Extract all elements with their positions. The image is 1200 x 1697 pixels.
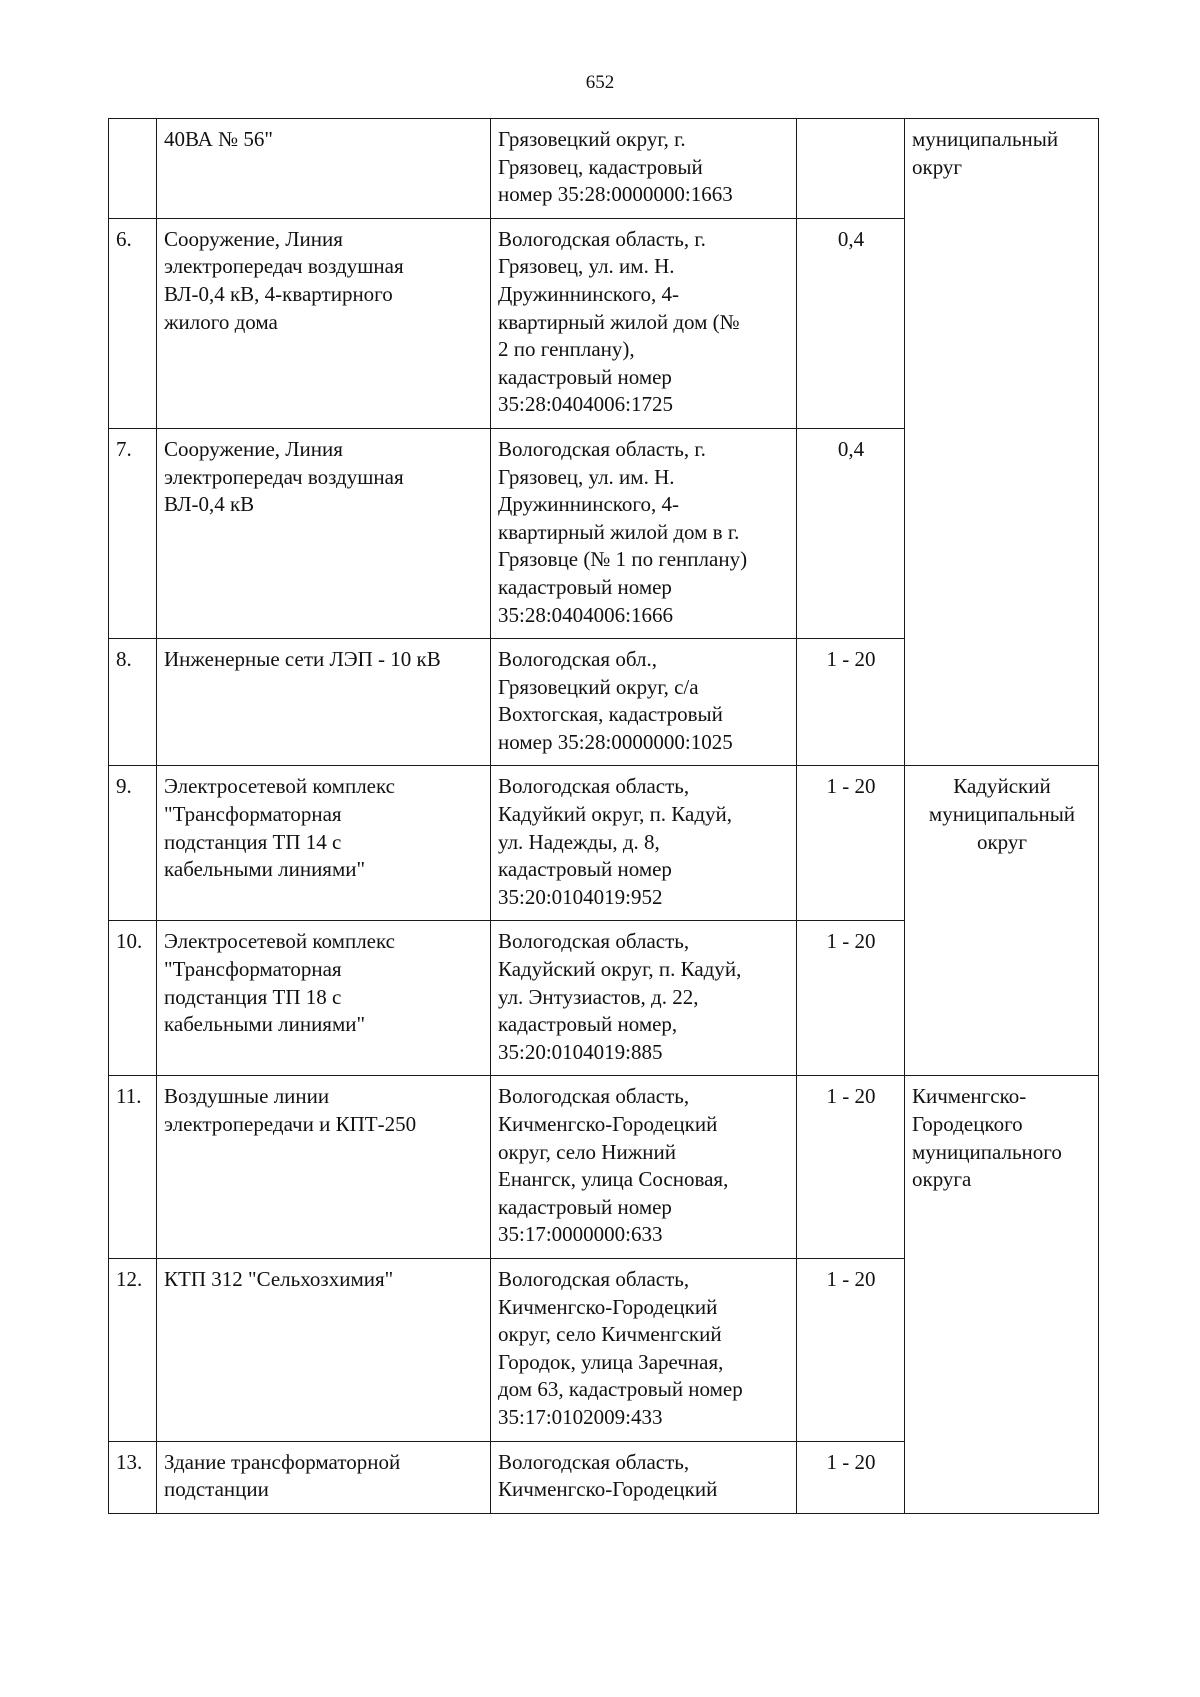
row-number-cell: 8. bbox=[109, 639, 157, 766]
owner-cell: Кадуйский муниципальный округ bbox=[905, 766, 1099, 1076]
address-cell: Вологодская область, Кадуйкий округ, п. Кадуй, ул. Надежды, д. 8, кадастровый номер 35:20:0104019:952 bbox=[491, 766, 797, 921]
voltage-cell: 1 - 20 bbox=[797, 766, 905, 921]
voltage-cell: 1 - 20 bbox=[797, 921, 905, 1076]
object-name-cell: 40ВА № 56" bbox=[157, 119, 491, 219]
voltage-cell: 0,4 bbox=[797, 218, 905, 428]
voltage-cell: 1 - 20 bbox=[797, 1258, 905, 1441]
row-number-cell: 7. bbox=[109, 428, 157, 638]
voltage-cell: 1 - 20 bbox=[797, 639, 905, 766]
object-name-cell: КТП 312 "Сельхозхимия" bbox=[157, 1258, 491, 1441]
owner-cell: муниципальный округ bbox=[905, 119, 1099, 766]
address-cell: Вологодская область, Кичменгско-Городецкий округ, село Нижний Енангск, улица Сосновая, кадастровый номер 35:17:0000000:633 bbox=[491, 1076, 797, 1259]
table-row bbox=[109, 119, 1099, 219]
row-number-cell: 11. bbox=[109, 1076, 157, 1259]
row-number-cell: 6. bbox=[109, 218, 157, 428]
address-cell: Вологодская область, г. Грязовец, ул. им. Н. Дружиннинского, 4- квартирный жилой дом в г. Грязовце (№ 1 по генплану) кадастровый номер 35:28:0404006:1666 bbox=[491, 428, 797, 638]
address-cell: Грязовецкий округ, г. Грязовец, кадастровый номер 35:28:0000000:1663 bbox=[491, 119, 797, 219]
address-cell: Вологодская область, Кадуйский округ, п. Кадуй, ул. Энтузиастов, д. 22, кадастровый номер, 35:20:0104019:885 bbox=[491, 921, 797, 1076]
object-name-cell: Сооружение, Линия электропередач воздушная ВЛ-0,4 кВ, 4-квартирного жилого дома bbox=[157, 218, 491, 428]
voltage-cell bbox=[797, 119, 905, 219]
row-number-cell: 13. bbox=[109, 1441, 157, 1513]
row-number-cell: 9. bbox=[109, 766, 157, 921]
row-number-cell bbox=[109, 119, 157, 219]
object-name-cell: Электросетевой комплекс "Трансформаторная подстанция ТП 14 с кабельными линиями" bbox=[157, 766, 491, 921]
row-number-cell: 10. bbox=[109, 921, 157, 1076]
object-name-cell: Здание трансформаторной подстанции bbox=[157, 1441, 491, 1513]
property-register-table bbox=[108, 118, 1099, 1514]
page-number: 652 bbox=[585, 72, 615, 93]
object-name-cell: Инженерные сети ЛЭП - 10 кВ bbox=[157, 639, 491, 766]
voltage-cell: 0,4 bbox=[797, 428, 905, 638]
address-cell: Вологодская обл., Грязовецкий округ, с/а Вохтогская, кадастровый номер 35:28:0000000:1025 bbox=[491, 639, 797, 766]
owner-cell: Кичменгско- Городецкого муниципального округа bbox=[905, 1076, 1099, 1513]
table-row bbox=[109, 766, 1099, 921]
voltage-cell: 1 - 20 bbox=[797, 1076, 905, 1259]
voltage-cell: 1 - 20 bbox=[797, 1441, 905, 1513]
address-cell: Вологодская область, Кичменгско-Городецкий bbox=[491, 1441, 797, 1513]
address-cell: Вологодская область, г. Грязовец, ул. им. Н. Дружиннинского, 4- квартирный жилой дом (№ 2 по генплану), кадастровый номер 35:28:0404006:1725 bbox=[491, 218, 797, 428]
row-number-cell: 12. bbox=[109, 1258, 157, 1441]
table-row bbox=[109, 1076, 1099, 1259]
object-name-cell: Сооружение, Линия электропередач воздушная ВЛ-0,4 кВ bbox=[157, 428, 491, 638]
address-cell: Вологодская область, Кичменгско-Городецкий округ, село Кичменгский Городок, улица Заречная, дом 63, кадастровый номер 35:17:0102009:433 bbox=[491, 1258, 797, 1441]
object-name-cell: Воздушные линии электропередачи и КПТ-250 bbox=[157, 1076, 491, 1259]
object-name-cell: Электросетевой комплекс "Трансформаторная подстанция ТП 18 с кабельными линиями" bbox=[157, 921, 491, 1076]
